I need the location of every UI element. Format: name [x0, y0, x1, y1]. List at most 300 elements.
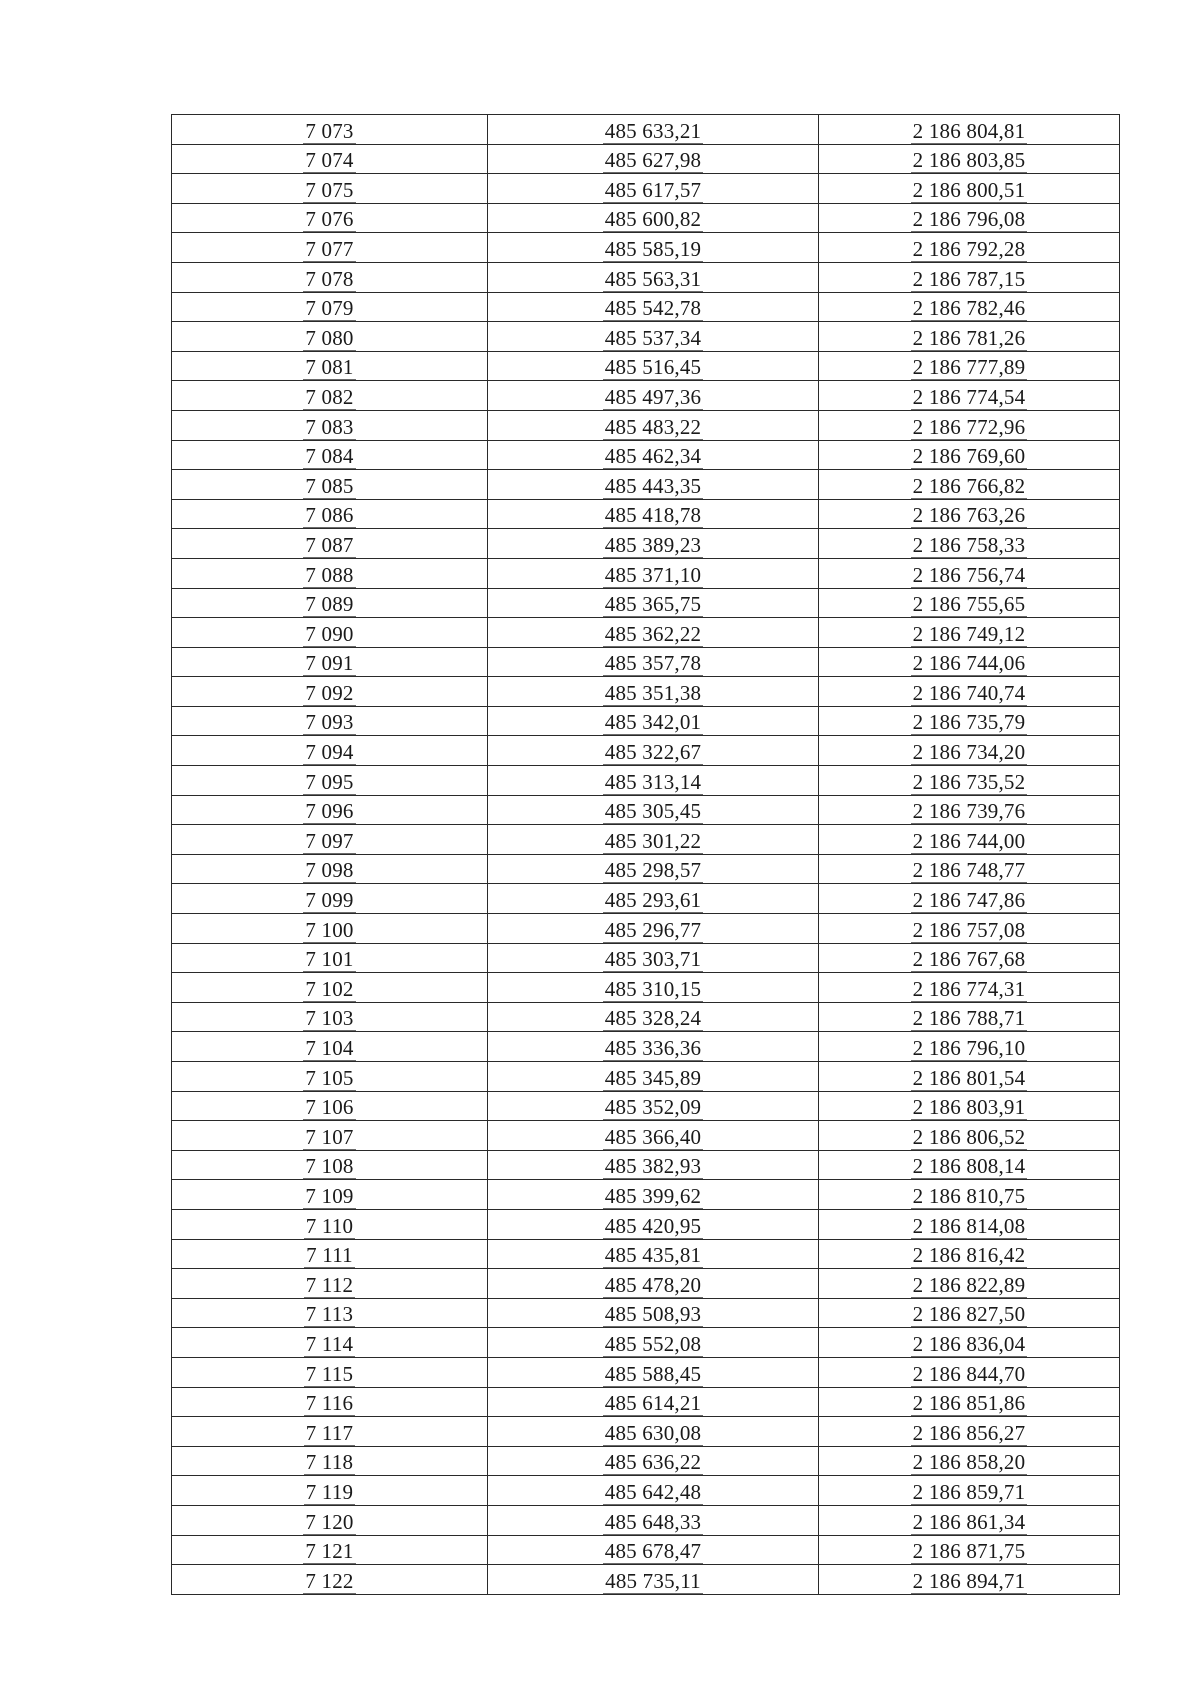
- y-coordinate-cell: [819, 1505, 1120, 1535]
- cell-text: 2 186 800,51: [912, 177, 1026, 202]
- x-coordinate-cell: [488, 795, 819, 825]
- point-number-cell: [172, 677, 488, 707]
- cell-text: 2 186 744,00: [912, 828, 1026, 853]
- point-number-cell: [172, 1091, 488, 1121]
- x-coordinate-cell: [488, 1239, 819, 1269]
- cell-text: 7 083: [305, 414, 354, 439]
- point-number-cell: [172, 1209, 488, 1239]
- cell-text: 7 088: [305, 562, 354, 587]
- point-number-cell: [172, 588, 488, 618]
- x-coordinate-cell: [488, 529, 819, 559]
- x-coordinate-cell: [488, 174, 819, 204]
- y-coordinate-cell: [819, 1298, 1120, 1328]
- x-coordinate-cell: [488, 558, 819, 588]
- point-number-cell: [172, 795, 488, 825]
- table-row: [172, 1387, 1120, 1417]
- table-row: [172, 1239, 1120, 1269]
- cell-text: 2 186 749,12: [912, 621, 1026, 646]
- y-coordinate-cell: [819, 677, 1120, 707]
- table-row: [172, 174, 1120, 204]
- cell-text: 7 092: [305, 680, 354, 705]
- cell-text: 7 077: [305, 236, 354, 261]
- cell-text: 7 107: [305, 1124, 354, 1149]
- x-coordinate-cell: [488, 1062, 819, 1092]
- x-coordinate-cell: [488, 1150, 819, 1180]
- x-coordinate-cell: [488, 1002, 819, 1032]
- point-number-cell: [172, 144, 488, 174]
- table-row: [172, 1476, 1120, 1506]
- cell-text: 2 186 822,89: [912, 1272, 1026, 1297]
- x-coordinate-cell: [488, 766, 819, 796]
- cell-text: 7 117: [305, 1420, 354, 1445]
- cell-text: 7 105: [305, 1065, 354, 1090]
- cell-text: 485 301,22: [604, 828, 702, 853]
- point-number-cell: [172, 736, 488, 766]
- table-row: [172, 499, 1120, 529]
- x-coordinate-cell: [488, 470, 819, 500]
- table-row: [172, 647, 1120, 677]
- y-coordinate-cell: [819, 736, 1120, 766]
- table-row: [172, 766, 1120, 796]
- y-coordinate-cell: [819, 766, 1120, 796]
- y-coordinate-cell: [819, 144, 1120, 174]
- x-coordinate-cell: [488, 618, 819, 648]
- cell-text: 2 186 827,50: [912, 1302, 1026, 1327]
- table-row: [172, 233, 1120, 263]
- cell-text: 2 186 739,76: [912, 799, 1026, 824]
- x-coordinate-cell: [488, 588, 819, 618]
- table-row: [172, 1180, 1120, 1210]
- table-row: [172, 440, 1120, 470]
- cell-text: 485 443,35: [604, 473, 702, 498]
- cell-text: 485 365,75: [604, 592, 702, 617]
- cell-text: 485 642,48: [604, 1479, 702, 1504]
- table-row: [172, 144, 1120, 174]
- cell-text: 485 305,45: [604, 799, 702, 824]
- point-number-cell: [172, 1032, 488, 1062]
- y-coordinate-cell: [819, 470, 1120, 500]
- table-row: [172, 470, 1120, 500]
- cell-text: 485 542,78: [604, 296, 702, 321]
- y-coordinate-cell: [819, 1417, 1120, 1447]
- x-coordinate-cell: [488, 1565, 819, 1595]
- table-row: [172, 381, 1120, 411]
- table-row: [172, 1150, 1120, 1180]
- table-row: [172, 1121, 1120, 1151]
- cell-text: 2 186 796,10: [912, 1036, 1026, 1060]
- x-coordinate-cell: [488, 1535, 819, 1565]
- y-coordinate-cell: [819, 1328, 1120, 1358]
- cell-text: 7 087: [305, 532, 354, 557]
- cell-text: 7 102: [305, 976, 354, 1001]
- x-coordinate-cell: [488, 203, 819, 233]
- cell-text: 2 186 766,82: [912, 473, 1026, 498]
- cell-text: 485 293,61: [604, 888, 702, 913]
- cell-text: 485 552,08: [604, 1331, 702, 1356]
- cell-text: 2 186 740,74: [912, 680, 1026, 705]
- y-coordinate-cell: [819, 973, 1120, 1003]
- x-coordinate-cell: [488, 706, 819, 736]
- table-row: [172, 1091, 1120, 1121]
- cell-text: 7 085: [305, 473, 354, 498]
- x-coordinate-cell: [488, 647, 819, 677]
- point-number-cell: [172, 470, 488, 500]
- x-coordinate-cell: [488, 1357, 819, 1387]
- point-number-cell: [172, 943, 488, 973]
- table-row: [172, 943, 1120, 973]
- cell-text: 2 186 861,34: [912, 1509, 1026, 1534]
- cell-text: 2 186 836,04: [912, 1331, 1026, 1356]
- point-number-cell: [172, 115, 488, 145]
- table-row: [172, 706, 1120, 736]
- cell-text: 7 091: [305, 651, 354, 676]
- cell-text: 2 186 788,71: [912, 1006, 1026, 1031]
- cell-text: 485 537,34: [604, 325, 702, 350]
- cell-text: 2 186 787,15: [912, 266, 1026, 291]
- cell-text: 485 310,15: [604, 976, 702, 1001]
- cell-text: 2 186 755,65: [912, 592, 1026, 617]
- cell-text: 2 186 782,46: [912, 296, 1026, 321]
- cell-text: 7 094: [305, 740, 354, 765]
- x-coordinate-cell: [488, 1476, 819, 1506]
- table-row: [172, 203, 1120, 233]
- cell-text: 7 106: [305, 1095, 354, 1120]
- x-coordinate-cell: [488, 292, 819, 322]
- x-coordinate-cell: [488, 914, 819, 944]
- cell-text: 485 435,81: [604, 1243, 702, 1268]
- cell-text: 7 101: [305, 947, 354, 972]
- y-coordinate-cell: [819, 440, 1120, 470]
- cell-text: 2 186 801,54: [912, 1065, 1026, 1090]
- cell-text: 7 075: [305, 177, 354, 202]
- y-coordinate-cell: [819, 499, 1120, 529]
- cell-text: 485 630,08: [604, 1420, 702, 1445]
- cell-text: 2 186 747,86: [912, 888, 1026, 913]
- y-coordinate-cell: [819, 1062, 1120, 1092]
- cell-text: 2 186 757,08: [912, 917, 1026, 942]
- table-row: [172, 351, 1120, 381]
- cell-text: 485 678,47: [604, 1539, 702, 1564]
- cell-text: 7 082: [305, 384, 354, 409]
- cell-text: 485 508,93: [604, 1302, 702, 1327]
- point-number-cell: [172, 618, 488, 648]
- cell-text: 2 186 748,77: [912, 858, 1026, 883]
- cell-text: 7 097: [305, 828, 354, 853]
- point-number-cell: [172, 1387, 488, 1417]
- point-number-cell: [172, 1328, 488, 1358]
- cell-text: 2 186 772,96: [912, 414, 1026, 439]
- cell-text: 7 079: [305, 296, 354, 321]
- cell-text: 485 617,57: [604, 177, 702, 202]
- cell-text: 485 735,11: [605, 1568, 701, 1593]
- cell-text: 2 186 844,70: [912, 1361, 1026, 1386]
- x-coordinate-cell: [488, 854, 819, 884]
- point-number-cell: [172, 558, 488, 588]
- x-coordinate-cell: [488, 410, 819, 440]
- cell-text: 7 084: [305, 444, 354, 469]
- cell-text: 7 100: [305, 917, 354, 942]
- cell-text: 2 186 804,81: [912, 118, 1026, 143]
- table-row: [172, 262, 1120, 292]
- cell-text: 485 483,22: [604, 414, 702, 439]
- y-coordinate-cell: [819, 706, 1120, 736]
- point-number-cell: [172, 262, 488, 292]
- cell-text: 485 462,34: [604, 444, 702, 469]
- cell-text: 2 186 774,31: [912, 976, 1026, 1001]
- table-row: [172, 115, 1120, 145]
- cell-text: 7 089: [305, 592, 354, 617]
- cell-text: 2 186 774,54: [912, 384, 1026, 409]
- x-coordinate-cell: [488, 943, 819, 973]
- cell-text: 7 081: [305, 355, 354, 380]
- point-number-cell: [172, 825, 488, 855]
- cell-text: 7 104: [305, 1036, 354, 1060]
- y-coordinate-cell: [819, 618, 1120, 648]
- table-row: [172, 1032, 1120, 1062]
- point-number-cell: [172, 1417, 488, 1447]
- y-coordinate-cell: [819, 174, 1120, 204]
- table-row: [172, 558, 1120, 588]
- cell-text: 7 080: [305, 325, 354, 350]
- x-coordinate-cell: [488, 1032, 819, 1062]
- y-coordinate-cell: [819, 292, 1120, 322]
- table-row: [172, 322, 1120, 352]
- table-row: [172, 884, 1120, 914]
- cell-text: 2 186 851,86: [912, 1391, 1026, 1416]
- table-row: [172, 973, 1120, 1003]
- cell-text: 485 342,01: [604, 710, 702, 735]
- x-coordinate-cell: [488, 1505, 819, 1535]
- x-coordinate-cell: [488, 1121, 819, 1151]
- table-row: [172, 1535, 1120, 1565]
- cell-text: 2 186 758,33: [912, 532, 1026, 557]
- point-number-cell: [172, 440, 488, 470]
- y-coordinate-cell: [819, 1150, 1120, 1180]
- point-number-cell: [172, 1239, 488, 1269]
- cell-text: 485 588,45: [604, 1361, 702, 1386]
- cell-text: 7 119: [305, 1479, 354, 1504]
- cell-text: 2 186 777,89: [912, 355, 1026, 380]
- point-number-cell: [172, 706, 488, 736]
- cell-text: 7 103: [305, 1006, 354, 1031]
- cell-text: 485 648,33: [604, 1509, 702, 1534]
- x-coordinate-cell: [488, 1298, 819, 1328]
- point-number-cell: [172, 410, 488, 440]
- point-number-cell: [172, 351, 488, 381]
- point-number-cell: [172, 1002, 488, 1032]
- cell-text: 2 186 816,42: [912, 1243, 1026, 1268]
- cell-text: 485 478,20: [604, 1272, 702, 1297]
- cell-text: 2 186 769,60: [912, 444, 1026, 469]
- y-coordinate-cell: [819, 1239, 1120, 1269]
- y-coordinate-cell: [819, 558, 1120, 588]
- cell-text: 485 303,71: [604, 947, 702, 972]
- cell-text: 7 095: [305, 769, 354, 794]
- y-coordinate-cell: [819, 115, 1120, 145]
- table-row: [172, 1298, 1120, 1328]
- x-coordinate-cell: [488, 1446, 819, 1476]
- cell-text: 7 112: [305, 1272, 354, 1297]
- cell-text: 2 186 803,91: [912, 1095, 1026, 1120]
- point-number-cell: [172, 1298, 488, 1328]
- y-coordinate-cell: [819, 943, 1120, 973]
- point-number-cell: [172, 1062, 488, 1092]
- cell-text: 2 186 856,27: [912, 1420, 1026, 1445]
- cell-text: 485 328,24: [604, 1006, 702, 1031]
- point-number-cell: [172, 1357, 488, 1387]
- table-row: [172, 825, 1120, 855]
- y-coordinate-cell: [819, 381, 1120, 411]
- cell-text: 2 186 808,14: [912, 1154, 1026, 1179]
- x-coordinate-cell: [488, 677, 819, 707]
- cell-text: 2 186 744,06: [912, 651, 1026, 676]
- cell-text: 2 186 734,20: [912, 740, 1026, 765]
- point-number-cell: [172, 1476, 488, 1506]
- x-coordinate-cell: [488, 825, 819, 855]
- cell-text: 485 636,22: [604, 1450, 702, 1475]
- y-coordinate-cell: [819, 795, 1120, 825]
- cell-text: 485 313,14: [604, 769, 702, 794]
- table-row: [172, 529, 1120, 559]
- cell-text: 485 516,45: [604, 355, 702, 380]
- cell-text: 7 096: [305, 799, 354, 824]
- y-coordinate-cell: [819, 1091, 1120, 1121]
- table-row: [172, 410, 1120, 440]
- x-coordinate-cell: [488, 1180, 819, 1210]
- cell-text: 7 114: [305, 1331, 354, 1356]
- y-coordinate-cell: [819, 529, 1120, 559]
- x-coordinate-cell: [488, 884, 819, 914]
- y-coordinate-cell: [819, 825, 1120, 855]
- cell-text: 2 186 735,52: [912, 769, 1026, 794]
- cell-text: 2 186 814,08: [912, 1213, 1026, 1238]
- cell-text: 485 352,09: [604, 1095, 702, 1120]
- cell-text: 485 389,23: [604, 532, 702, 557]
- y-coordinate-cell: [819, 647, 1120, 677]
- x-coordinate-cell: [488, 1417, 819, 1447]
- cell-text: 485 633,21: [604, 118, 702, 143]
- table-row: [172, 1446, 1120, 1476]
- y-coordinate-cell: [819, 854, 1120, 884]
- cell-text: 7 113: [305, 1302, 354, 1327]
- table-row: [172, 736, 1120, 766]
- cell-text: 485 357,78: [604, 651, 702, 676]
- point-number-cell: [172, 499, 488, 529]
- x-coordinate-cell: [488, 1387, 819, 1417]
- y-coordinate-cell: [819, 1446, 1120, 1476]
- point-number-cell: [172, 766, 488, 796]
- x-coordinate-cell: [488, 351, 819, 381]
- cell-text: 485 563,31: [604, 266, 702, 291]
- cell-text: 7 086: [305, 503, 354, 528]
- x-coordinate-cell: [488, 322, 819, 352]
- point-number-cell: [172, 914, 488, 944]
- cell-text: 2 186 781,26: [912, 325, 1026, 350]
- table-row: [172, 1417, 1120, 1447]
- point-number-cell: [172, 1565, 488, 1595]
- x-coordinate-cell: [488, 736, 819, 766]
- cell-text: 485 418,78: [604, 503, 702, 528]
- point-number-cell: [172, 647, 488, 677]
- cell-text: 7 074: [305, 148, 354, 173]
- table-row: [172, 1505, 1120, 1535]
- cell-text: 2 186 859,71: [912, 1479, 1026, 1504]
- point-number-cell: [172, 322, 488, 352]
- y-coordinate-cell: [819, 1357, 1120, 1387]
- point-number-cell: [172, 381, 488, 411]
- cell-text: 7 090: [305, 621, 354, 646]
- cell-text: 2 186 756,74: [912, 562, 1026, 587]
- y-coordinate-cell: [819, 262, 1120, 292]
- cell-text: 7 118: [305, 1450, 354, 1475]
- cell-text: 485 382,93: [604, 1154, 702, 1179]
- cell-text: 7 073: [305, 118, 354, 143]
- cell-text: 485 366,40: [604, 1124, 702, 1149]
- cell-text: 7 120: [305, 1509, 354, 1534]
- cell-text: 485 345,89: [604, 1065, 702, 1090]
- x-coordinate-cell: [488, 115, 819, 145]
- cell-text: 485 298,57: [604, 858, 702, 883]
- x-coordinate-cell: [488, 381, 819, 411]
- point-number-cell: [172, 233, 488, 263]
- cell-text: 7 109: [305, 1183, 354, 1208]
- x-coordinate-cell: [488, 262, 819, 292]
- point-number-cell: [172, 529, 488, 559]
- point-number-cell: [172, 292, 488, 322]
- table-row: [172, 854, 1120, 884]
- y-coordinate-cell: [819, 1476, 1120, 1506]
- point-number-cell: [172, 174, 488, 204]
- point-number-cell: [172, 1121, 488, 1151]
- y-coordinate-cell: [819, 1180, 1120, 1210]
- point-number-cell: [172, 203, 488, 233]
- table-row: [172, 292, 1120, 322]
- table-row: [172, 1565, 1120, 1595]
- cell-text: 7 121: [305, 1539, 354, 1564]
- table-row: [172, 795, 1120, 825]
- cell-text: 2 186 806,52: [912, 1124, 1026, 1149]
- x-coordinate-cell: [488, 499, 819, 529]
- cell-text: 2 186 810,75: [912, 1183, 1026, 1208]
- x-coordinate-cell: [488, 973, 819, 1003]
- table-row: [172, 1002, 1120, 1032]
- cell-text: 7 108: [305, 1154, 354, 1179]
- table-row: [172, 1062, 1120, 1092]
- y-coordinate-cell: [819, 1209, 1120, 1239]
- y-coordinate-cell: [819, 322, 1120, 352]
- x-coordinate-cell: [488, 1209, 819, 1239]
- table-row: [172, 588, 1120, 618]
- point-number-cell: [172, 1180, 488, 1210]
- coordinates-table: [171, 114, 1120, 1595]
- x-coordinate-cell: [488, 233, 819, 263]
- cell-text: 2 186 767,68: [912, 947, 1026, 972]
- y-coordinate-cell: [819, 1269, 1120, 1299]
- cell-text: 485 362,22: [604, 621, 702, 646]
- cell-text: 2 186 871,75: [912, 1539, 1026, 1564]
- cell-text: 485 296,77: [604, 917, 702, 942]
- cell-text: 7 122: [305, 1568, 354, 1593]
- point-number-cell: [172, 884, 488, 914]
- cell-text: 7 098: [305, 858, 354, 883]
- point-number-cell: [172, 1505, 488, 1535]
- x-coordinate-cell: [488, 144, 819, 174]
- y-coordinate-cell: [819, 1121, 1120, 1151]
- y-coordinate-cell: [819, 410, 1120, 440]
- cell-text: 7 115: [305, 1361, 354, 1386]
- cell-text: 485 585,19: [604, 236, 702, 261]
- y-coordinate-cell: [819, 203, 1120, 233]
